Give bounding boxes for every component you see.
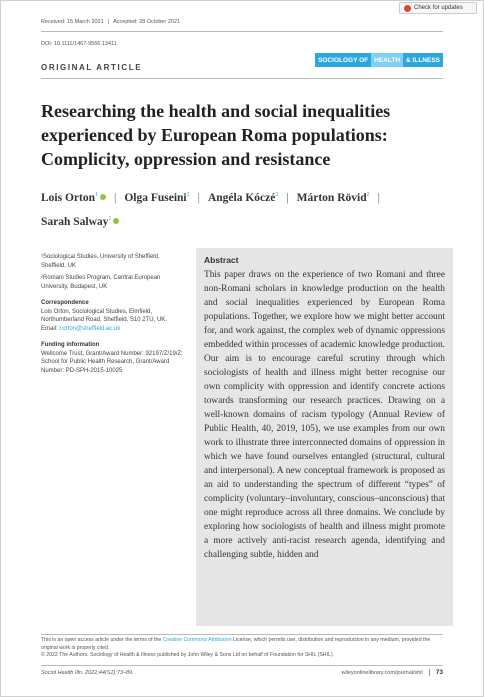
journal-logo-part3: & ILLNESS <box>403 53 443 67</box>
check-for-updates-label: Check for updates <box>414 5 463 11</box>
accepted-date: Accepted: 28 October 2021 <box>113 19 181 25</box>
funding-heading: Funding information <box>41 342 100 348</box>
journal-logo-part2: HEALTH <box>371 53 403 67</box>
correspondence-heading: Correspondence <box>41 300 89 306</box>
journal-url[interactable]: wileyonlinelibrary.com/journal/shil <box>341 669 423 676</box>
header-rule <box>41 78 443 79</box>
sidebar-info <box>41 253 183 375</box>
author-5[interactable]: Sarah Salway$^1$ <box>41 216 119 228</box>
page-footer <box>41 669 443 676</box>
footer-rule <box>41 634 443 635</box>
page-number: 73 <box>429 669 443 676</box>
journal-logo <box>315 53 443 67</box>
separator: | <box>197 191 200 204</box>
article-title: Researching the health and social inequalities experienced by European Roma populations: Complicity, oppression and resistance <box>41 101 391 169</box>
affiliation-1: ¹Sociological Studies, University of Sheffield, Sheffield, UK <box>41 254 160 269</box>
cc-license-link[interactable]: Creative Commons Attribution <box>162 637 232 643</box>
top-rule <box>41 31 443 32</box>
abstract-text: This paper draws on the experience of two Romani and three non-Romani scholars in knowledge production on the health and social inequalities experienced by European Roma populations. Together, we explore how we might better account for, and work against, the complex web of dynamic oppressions embedded within processes of academic knowledge production. Our aim is to encourage careful scrutiny through which sociologists of health and illness might better recognise our own complicity with oppression and identify concrete actions towards transforming our research practices. Drawing on a well-known domains of racism typology (Annual Review of Public Health, 40, 2019, 105), we use examples from our own work to illustrate three interconnected domains of oppression in which we have found ourselves entangled (structural, cultural and interpersonal). A new conceptual framework is proposed as an aid to understanding the spectrum of different “types” of complicity (voluntary–involuntary, conscious–unconscious) that one might reproduce across all three domains. We conclude by exploring how sociologists of health and illness might promote a more actively anti-racist research agenda, identifying and challenging subtle, hidden and <box>204 270 446 560</box>
orcid-icon[interactable] <box>113 218 119 224</box>
author-2[interactable]: Olga Fuseini$^2$ <box>124 191 190 204</box>
orcid-icon[interactable] <box>100 194 106 200</box>
email-link[interactable]: l.orton@sheffield.ac.uk <box>59 325 121 332</box>
abstract-heading: Abstract <box>204 255 239 265</box>
author-3[interactable]: Angéla Kóczé$^2$ <box>207 191 279 204</box>
article-type: ORIGINAL ARTICLE <box>41 63 143 72</box>
separator: | <box>107 19 110 25</box>
citation: Sociol Health Illn. 2022;44(S1):73–89. <box>41 669 134 676</box>
affiliation-2: ²Romani Studies Program, Central European University, Budapest, UK <box>41 275 161 290</box>
abstract-box <box>196 248 453 626</box>
dates-line <box>41 19 423 25</box>
correspondence-email: Email: l.orton@sheffield.ac.uk <box>41 325 121 332</box>
journal-logo-part1: SOCIOLOGY OF <box>315 53 371 67</box>
funding-text: Wellcome Trust, Grant/Award Number: 92197/Z/19/Z; School for Public Health Research, Grant/Award Number: PD-SPH-2015-10025 <box>41 350 183 374</box>
separator: | <box>114 191 117 204</box>
update-icon <box>404 5 411 12</box>
author-4[interactable]: Márton Rövid$^2$ <box>296 191 370 204</box>
footer-rule-bottom <box>41 665 443 666</box>
separator: | <box>377 191 380 204</box>
received-date: Received: 15 March 2021 <box>41 19 104 25</box>
license-text: This is an open access article under the terms of the Creative Commons Attribution License, which permits use, distribution and reproduction in any medium, provided the original work is properly cited. <box>41 637 431 651</box>
doi: DOI: 10.1111/1467-9566.13411 <box>41 41 117 47</box>
correspondence-address: Lois Orton, Sociological Studies, Elmfield, Northumberland Road, Sheffield, S10 2TU, UK. <box>41 308 167 323</box>
license-footer <box>41 637 445 660</box>
copyright-text: © 2022 The Authors. Sociology of Health & Illness published by John Wiley & Sons Ltd on behalf of Foundation for SHIL (SHIL). <box>41 652 335 658</box>
separator: | <box>286 191 289 204</box>
author-list <box>41 185 451 233</box>
author-1[interactable]: Lois Orton$^1$ <box>41 192 106 204</box>
check-for-updates-button[interactable] <box>399 2 477 14</box>
